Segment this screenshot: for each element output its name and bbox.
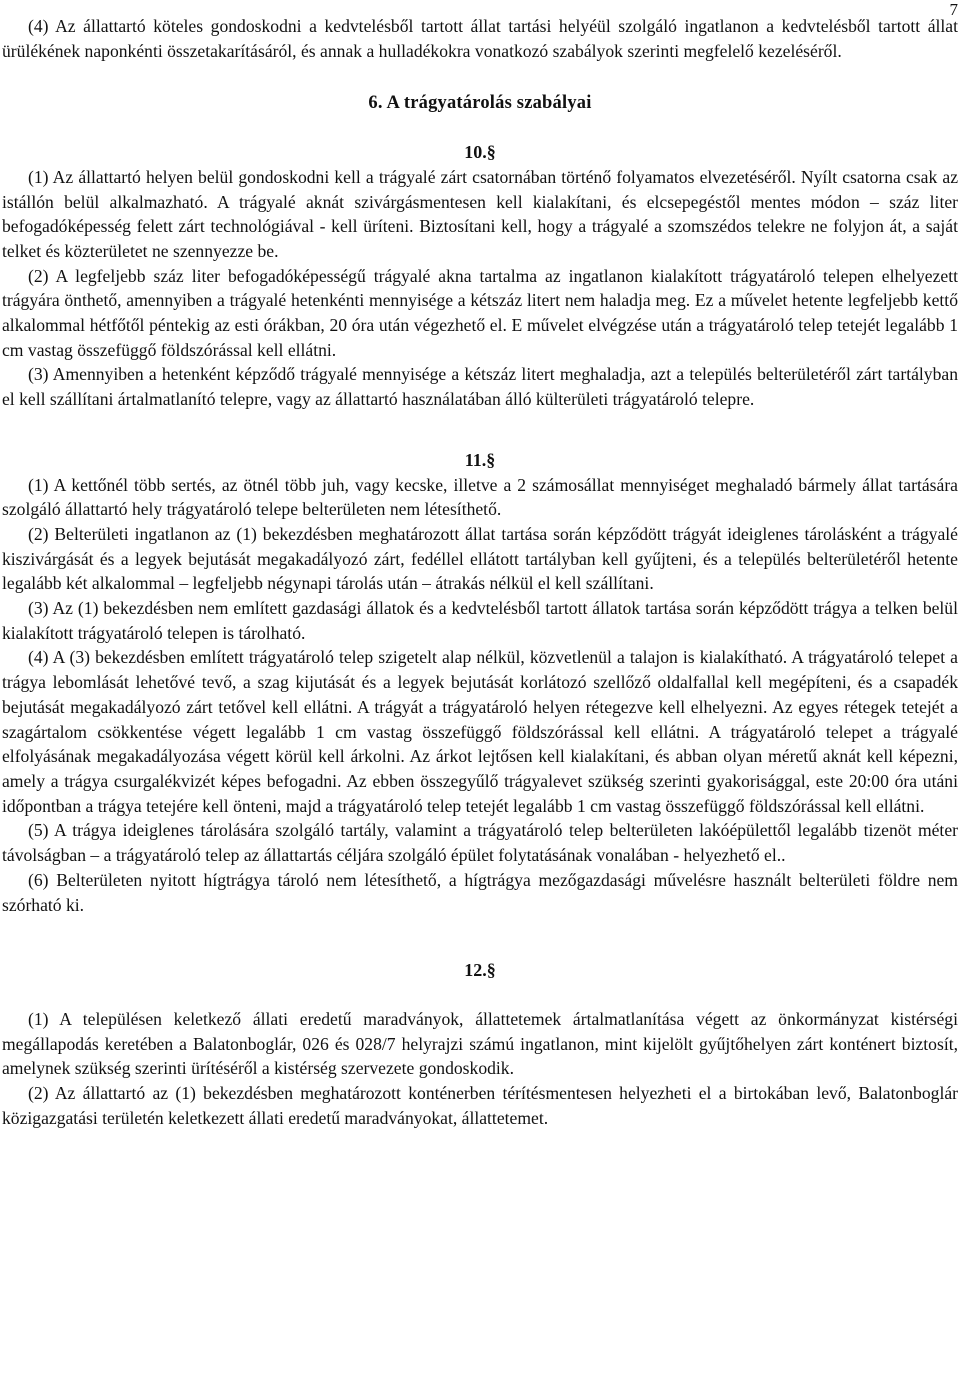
- par11-p1: (1) A kettőnél több sertés, az ötnél több juh, vagy kecske, illetve a 2 számosállat mennyiséget meghaladó bármely állat tartására szolgáló állattartó hely trágyatároló telepe belterületen nem létesíthető.: [2, 474, 958, 520]
- par11-p3: (3) Az (1) bekezdésben nem említett gazdasági állatok és a kedvtelésből tartott állatok tartása során képződött trágya a telken belül kialakított trágyatároló telepen is tárolható.: [2, 598, 958, 643]
- paragraph-number-12: 12.§: [464, 960, 496, 981]
- page-number: 7: [949, 0, 958, 19]
- par11-p2: (2) Belterületi ingatlanon az (1) bekezdésben meghatározott állat tartása során képződött trágyát ideiglenes tárolásként a trágyalé kiszivárgását és a legyek bejutását megakadályozó zárt, fedéllel ellátott tartályban kell gyűjteni, és a település belterületéről hetente legalább két alkalommal – legfeljebb négynapi tárolás után – átrakás nélkül el kell szállítani.: [2, 523, 958, 594]
- par10-p3: (3) Amennyiben a hetenként képződő trágyalé mennyisége a kétszáz litert meghaladja, azt a település belterületéről zárt tartályban el kell szállítani ártalmatlanító telepre, vagy az állattartó használatában álló külterületi trágyatároló telepre.: [2, 364, 958, 410]
- document-page: [2, 14, 958, 1130]
- par11-p4: (4) A (3) bekezdésben említett trágyatároló telep szigetelt alap nélkül, közvetlenül a talajon is kialakítható. A trágyatároló telepet a trágya lebomlását lehetővé tevő, a szag kijutását és a legyek bejutását korlátozó szellőző oldalfallal kell megépíteni, és a csapadék bejutását megakadályozó zárt tetővel kell ellátni. A trágyát a trágyatároló helyen rétegezve kell elhelyezni. Az egyes rétegek tetejét a szagártalom csökkentése végett legalább 1 cm vastag összefüggő földszórással kell ellátni. A trágyatároló telepet a trágyalé elfolyásának megakadályozása végett körül kell árkolni. Az árkot lejtősen kell kialakítani, és abban olyan méretű aknát kell képezni, amely a trágya csurgalékvizét képes befogadni. Az ebben összegyűlő trágyalevet szükség szerinti gyakorisággal, este 20:00 óra utáni időpontban a trágya tetejére kell önteni, majd a trágyatároló telep tetejét legalább 1 cm vastag összefüggő földszórással kell ellátni.: [2, 647, 958, 816]
- paragraph-number-10: 10.§: [464, 142, 496, 163]
- par10-p2: (2) A legfeljebb száz liter befogadóképességű trágyalé akna tartalma az ingatlanon kialakított trágyatároló telepen elhelyezett trágyára önthető, amennyiben a trágyalé hetenkénti mennyisége a kétszáz litert nem haladja meg. Ez a művelet hetente legfeljebb kettő alkalommal hétfőtől péntekig az esti órákban, 20 óra után végezhető el. E művelet elvégzése után a trágyatároló telep tetejét legalább 1 cm vastag összefüggő földszórással kell ellátni.: [2, 265, 958, 360]
- paragraph-number-11: 11.§: [464, 449, 496, 470]
- par10-p1: (1) Az állattartó helyen belül gondoskodni kell a trágyalé zárt csatornában történő folyamatos elvezetéséről. Nyílt csatorna csak az istállón belül alkalmazható. A trágyalé aknát szivárgásmentesen kell kialakítani, és elcsepegéstől mentes módon – száz liter befogadóképesség felett zárt technológiával - kell üríteni. Biztosítani kell, hogy a trágyalé a szomszédos telekre ne folyjon át, a saját telket és közterületet ne szennyezze be.: [2, 166, 958, 261]
- par11-p5: (5) A trágya ideiglenes tárolására szolgáló tartály, valamint a trágyatároló telep belterületen lakóépülettől legalább tizenöt méter távolságban – a trágyatároló telep az állattartás céljára szolgáló épület folytatásának vonalában - helyezhető el..: [2, 820, 958, 866]
- section-title: 6. A trágyatárolás szabályai: [368, 93, 592, 114]
- par11-p6: (6) Belterületen nyitott hígtrágya tároló nem létesíthető, a hígtrágya mezőgazdasági művelésre használt belterületi földre nem szórható ki.: [2, 869, 958, 915]
- par12-p2: (2) Az állattartó az (1) bekezdésben meghatározott konténerben térítésmentesen helyezheti el a birtokában levő, Balatonboglár közigazgatási területén keletkezett állati eredetű maradványokat, állattetemet.: [2, 1083, 958, 1128]
- intro-paragraph: (4) Az állattartó köteles gondoskodni a kedvtelésből tartott állat tartási helyéül szolgáló ingatlanon a kedvtelésből tartott állat ürülékének naponkénti összetakarításáról, és annak a hulladékokra vonatkozó szabályok szerinti megfelelő kezeléséről.: [2, 16, 958, 61]
- par12-p1: (1) A településen keletkező állati eredetű maradványok, állattetemek ártalmatlanítása végett az önkormányzat kistérségi megállapodás keretében a Balatonboglár, 026 és 028/7 helyrajzi számú ingatlanon, mint kijelölt gyűjtőhelyen zárt konténert biztosít, amelynek szükség szerinti ürítéséről a kistérség szervezete gondoskodik.: [2, 1008, 958, 1079]
